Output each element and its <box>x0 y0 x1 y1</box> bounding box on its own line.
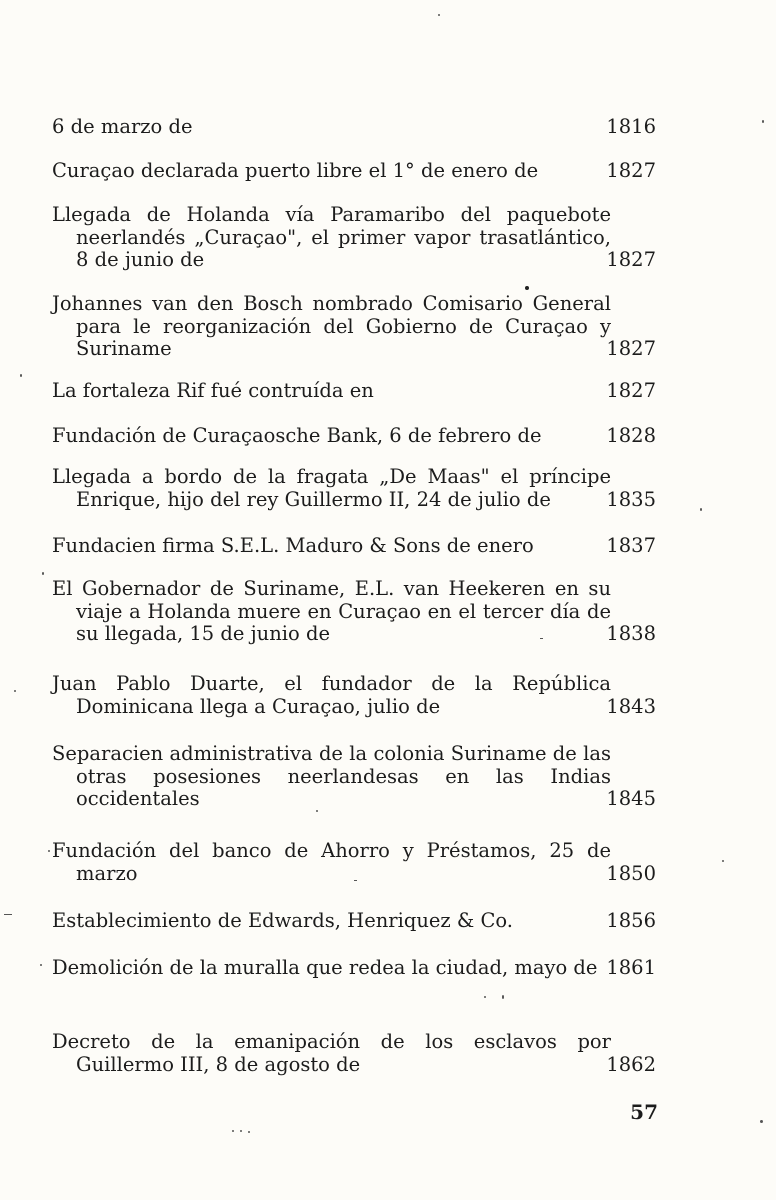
entry-text: Fundación de Curaçaosche Bank, 6 de febrero de <box>52 424 542 447</box>
entry-year: 1827 <box>606 379 656 402</box>
scan-speck <box>4 914 12 915</box>
entry-text: Establecimiento de Edwards, Henriquez & Co. <box>52 909 513 932</box>
entry-year: 1850 <box>606 861 656 885</box>
scan-speck <box>316 810 318 812</box>
scan-speck <box>14 690 16 692</box>
entry-text: Demolición de la muralla que redea la ciudad, mayo de <box>52 956 598 979</box>
entry-text: Juan Pablo Duarte, el fundador de la República Dominicana llega a Curaçao, julio de <box>52 672 611 718</box>
chronology-entry <box>52 466 656 511</box>
entry-text: Fundacien firma S.E.L. Maduro & Sons de enero <box>52 534 534 557</box>
chronology-entry <box>52 380 656 403</box>
entry-year: 1835 <box>606 487 656 511</box>
entry-text: Decreto de la emanipación de los esclavos por Guillermo III, 8 de agosto de <box>52 1030 611 1076</box>
entry-text: Johannes van den Bosch nombrado Comisario General para le reorganización del Gobierno de Curaçao y Suriname <box>52 292 611 360</box>
chronology-entry <box>52 293 656 361</box>
chronology-entry <box>52 160 656 183</box>
chronology-entry <box>52 425 656 448</box>
entry-year: 1816 <box>606 115 656 138</box>
scan-speck <box>248 1131 250 1133</box>
chronology-entry <box>52 743 656 811</box>
entry-year: 1827 <box>606 159 656 182</box>
chronology-entry <box>52 204 656 272</box>
scan-speck <box>20 374 22 377</box>
entry-year: 1838 <box>606 622 656 645</box>
page-number: 57 <box>630 1100 658 1124</box>
entry-year: 1827 <box>606 248 656 271</box>
entry-text: Curaçao declarada puerto libre el 1° de enero de <box>52 159 539 182</box>
entry-year: 1862 <box>606 1052 656 1076</box>
scan-speck <box>525 286 529 290</box>
scan-speck <box>722 860 724 862</box>
scan-speck <box>42 572 44 575</box>
entry-text: Llegada a bordo de la fragata „De Maas" el príncipe Enrique, hijo del rey Guillermo II, 24 de julio de <box>52 465 611 511</box>
chronology-entry <box>52 673 656 718</box>
chronology-entry <box>52 910 656 933</box>
entry-year: 1861 <box>606 956 656 979</box>
entry-text: 6 de marzo de <box>52 115 193 138</box>
entry-text: Llegada de Holanda vía Paramaribo del paquebote neerlandés „Curaçao", el primer vapor trasatlántico, 8 de junio de <box>52 203 611 271</box>
entry-year: 1828 <box>606 424 656 447</box>
scan-speck <box>484 996 486 998</box>
entry-year: 1845 <box>606 787 656 810</box>
chronology-entry <box>52 535 656 558</box>
entry-text: Separacien administrativa de la colonia Suriname de las otras posesiones neerlandesas en las Indias occidentales <box>52 742 611 810</box>
entry-text: Fundación del banco de Ahorro y Préstamos, 25 de marzo <box>52 839 611 885</box>
scan-speck <box>40 964 42 966</box>
chronology-entry <box>52 578 656 646</box>
entry-year: 1827 <box>606 337 656 360</box>
entry-text: La fortaleza Rif fué contruída en <box>52 379 374 402</box>
scan-speck <box>540 638 543 639</box>
scan-speck <box>354 880 357 881</box>
chronology-entry <box>52 116 656 139</box>
chronology-entry <box>52 957 656 980</box>
scan-speck <box>762 120 764 123</box>
entry-year: 1837 <box>606 534 656 557</box>
chronology-entry <box>52 840 656 885</box>
chronology-entry <box>52 1031 656 1076</box>
scan-speck <box>760 1120 763 1123</box>
entry-year: 1843 <box>606 694 656 718</box>
scan-speck <box>48 850 50 852</box>
entry-text: El Gobernador de Suriname, E.L. van Heekeren en su viaje a Holanda muere en Curaçao en el tercer día de su llegada, 15 de junio de <box>52 577 611 645</box>
scan-speck <box>232 1130 234 1132</box>
scan-speck <box>502 995 504 999</box>
scan-speck <box>700 508 702 511</box>
scan-speck <box>240 1130 242 1132</box>
scan-speck <box>438 14 440 16</box>
entry-year: 1856 <box>606 909 656 932</box>
